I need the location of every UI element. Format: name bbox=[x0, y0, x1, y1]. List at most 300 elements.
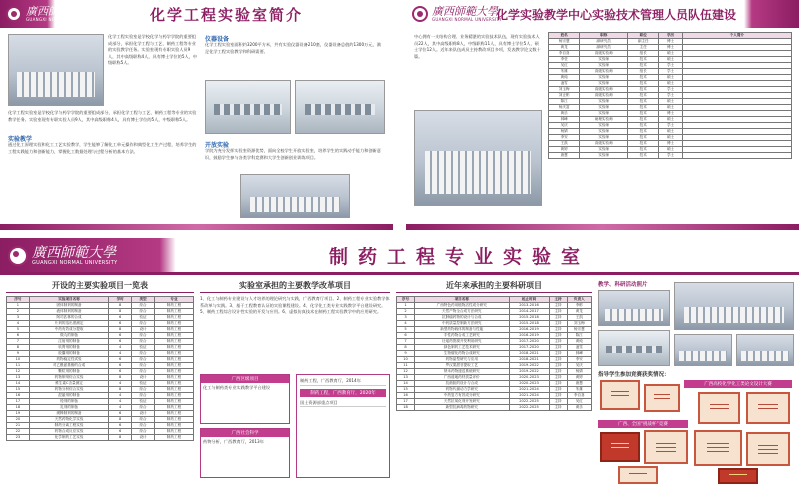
table-cell: 验证 bbox=[132, 399, 155, 405]
table-cell: 学士 bbox=[659, 63, 682, 69]
table-cell: 综合 bbox=[132, 423, 155, 429]
activity-photo-4 bbox=[674, 334, 732, 366]
table-cell: 6 bbox=[109, 321, 132, 327]
table-cell: 2018-2021 bbox=[509, 357, 549, 363]
table-cell: 技术 bbox=[628, 123, 659, 129]
table-cell: 杨宗慧 bbox=[567, 327, 591, 333]
table-cell: 主持 bbox=[549, 399, 567, 405]
table-cell: 博士 bbox=[659, 45, 682, 51]
table-cell: 8 bbox=[109, 327, 132, 333]
table-cell: 副研究员 bbox=[580, 39, 628, 45]
certificate bbox=[746, 432, 790, 466]
table-cell: 黄婷 bbox=[549, 147, 580, 153]
table-cell: 制药工程 bbox=[154, 399, 193, 405]
table-cell: 博士 bbox=[659, 39, 682, 45]
certificate bbox=[718, 468, 758, 484]
table-cell: 维生素C含量测定 bbox=[29, 381, 108, 387]
university-logo bbox=[8, 246, 118, 266]
table-cell: 主持 bbox=[549, 363, 567, 369]
table-cell: 制药工程 bbox=[154, 435, 193, 441]
university-logo bbox=[412, 6, 502, 22]
table-cell: 12 bbox=[397, 369, 415, 375]
table-cell: 副研究员 bbox=[580, 45, 628, 51]
table-header-cell: 职称 bbox=[580, 33, 628, 39]
project-box-2-text: 药物分析，广西教育厅，2013年 bbox=[203, 439, 264, 444]
table-cell: 2 bbox=[7, 309, 30, 315]
table-cell: 技术 bbox=[628, 93, 659, 99]
photos-title: 教学、科研活动照片 bbox=[598, 282, 648, 288]
table-cell: 朱雄 bbox=[549, 69, 580, 75]
table-cell: 高级实验师 bbox=[580, 93, 628, 99]
table-cell: 22 bbox=[7, 429, 30, 435]
table-cell: 纳米药物递送系统研究 bbox=[415, 369, 509, 375]
table-cell: 新型药物载体的制备与性能 bbox=[415, 327, 509, 333]
table-cell: 李安 bbox=[549, 135, 580, 141]
table-cell: 实验师 bbox=[580, 135, 628, 141]
award-item-2: 制药工程，广西教育厅，2020年 bbox=[300, 389, 386, 397]
reform-paragraph: 1、化工与制药专业建设与人才培养的理论研究与实践，广西教育厅项目。2、制药工程专业实验教学体系改革与实践。3、基于工程教育认证的实验课程建设。4、化学化工类专业实践教学平台建设研究。5、制药工程综合设计性实验的开发与应用。6、虚拟仿真技术在制药工程实验教学中的应用研究。 bbox=[200, 296, 390, 314]
table-cell: 药物制剂综合实验 bbox=[29, 375, 108, 381]
table-cell: 综合 bbox=[132, 339, 155, 345]
table-cell: 硕士 bbox=[659, 105, 682, 111]
table-cell: 高级实验师 bbox=[580, 87, 628, 93]
table-cell: 制药工程 bbox=[154, 423, 193, 429]
table-cell: 注射剂的制备 bbox=[29, 339, 108, 345]
table-cell: 胶囊剂的制备 bbox=[29, 351, 108, 357]
table-cell: 制药工程 bbox=[154, 375, 193, 381]
table-cell: 设计 bbox=[132, 375, 155, 381]
table-cell: 硕士 bbox=[659, 99, 682, 105]
table-cell: 验证 bbox=[132, 345, 155, 351]
table-cell: 11 bbox=[7, 363, 30, 369]
table-cell: 唐慧 bbox=[549, 153, 580, 159]
table-cell: 主持 bbox=[549, 333, 567, 339]
table-cell: 技术 bbox=[628, 117, 659, 123]
table-cell: 助理实验师 bbox=[580, 117, 628, 123]
table-cell: 20 bbox=[7, 417, 30, 423]
table-cell: 硕士 bbox=[659, 51, 682, 57]
table-cell: 技术 bbox=[628, 57, 659, 63]
logo-text: 廣西師範大學 bbox=[432, 5, 498, 18]
award-label: 广西高校化学化工类论文设计大赛 bbox=[684, 380, 792, 388]
table-cell: 6 bbox=[397, 333, 415, 339]
table-cell: 李自喜 bbox=[567, 393, 591, 399]
table-header-cell: 学历 bbox=[659, 33, 682, 39]
table-cell: 技术 bbox=[628, 75, 659, 81]
table-cell: 15 bbox=[397, 387, 415, 393]
table-cell: 6 bbox=[109, 357, 132, 363]
table-cell: 制药工程 bbox=[154, 321, 193, 327]
table-cell: 固体制剂的制备 bbox=[29, 303, 108, 309]
table-cell: 高级实验师 bbox=[580, 51, 628, 57]
table-cell: 朱雄 bbox=[567, 387, 591, 393]
award-list bbox=[296, 374, 390, 478]
table-cell: 14 bbox=[397, 381, 415, 387]
table-cell: 中药有效成分提取 bbox=[29, 327, 108, 333]
table-cell: 主持 bbox=[549, 339, 567, 345]
table-cell: 吴红 bbox=[549, 63, 580, 69]
awards-title: 指导学生参加竞赛获奖情况： bbox=[598, 372, 670, 378]
table-cell: 6 bbox=[109, 363, 132, 369]
bottom-stripe bbox=[406, 224, 799, 230]
table-cell: 实验师 bbox=[580, 111, 628, 117]
table-cell: 21 bbox=[7, 423, 30, 429]
table-cell: 综合 bbox=[132, 429, 155, 435]
table-cell: 技术 bbox=[628, 105, 659, 111]
award-item-1: 制药工程，广西教育厅，2014年 bbox=[300, 378, 386, 386]
table-cell: 13 bbox=[7, 375, 30, 381]
table-cell: 组长 bbox=[628, 51, 659, 57]
bottom-stripe bbox=[0, 224, 393, 230]
table-cell: 中药质量控制新方法研究 bbox=[415, 321, 509, 327]
table-cell: 2 bbox=[397, 309, 415, 315]
table-cell: 天然抗氧化剂开发研究 bbox=[415, 399, 509, 405]
table-cell: 副主任 bbox=[628, 39, 659, 45]
table-cell: 2019-2022 bbox=[509, 369, 549, 375]
activity-photo-1 bbox=[598, 290, 670, 326]
table-cell: 王凯 bbox=[549, 141, 580, 147]
award-label-2: 广西、全国“挑战杯”竞赛 bbox=[598, 420, 688, 428]
table-cell: 实验师 bbox=[580, 81, 628, 87]
table-cell: 颗粒剂的制备 bbox=[29, 369, 108, 375]
certificate bbox=[746, 392, 790, 424]
table-cell: 刘正彬 bbox=[549, 93, 580, 99]
team-group-photo bbox=[414, 110, 542, 206]
project-box-text: 化工与制药类专业实践教学平台建设 bbox=[203, 385, 271, 390]
table-cell: 8 bbox=[109, 417, 132, 423]
table-cell: 化学制药工艺实验 bbox=[29, 435, 108, 441]
table-cell: 凌雪 bbox=[549, 81, 580, 87]
project-box bbox=[200, 374, 290, 424]
table-header-cell: 姓名 bbox=[549, 33, 580, 39]
logo-text: 廣西師範大學 bbox=[32, 245, 116, 261]
table-cell: 9 bbox=[7, 351, 30, 357]
activity-photo-2 bbox=[674, 282, 794, 330]
table-cell: 刘玉梅 bbox=[567, 321, 591, 327]
table-cell: 黄乐 bbox=[549, 111, 580, 117]
table-cell: 实验师 bbox=[580, 99, 628, 105]
panel-header bbox=[0, 0, 393, 28]
table-cell: 学士 bbox=[659, 69, 682, 75]
table-header-cell: 专业 bbox=[154, 297, 193, 303]
table-cell-empty bbox=[682, 153, 791, 159]
table-cell: 制药工程 bbox=[154, 405, 193, 411]
table-cell: 实验师 bbox=[580, 129, 628, 135]
table-cell: 6 bbox=[109, 333, 132, 339]
lab-photo-1 bbox=[205, 80, 291, 134]
table-cell: 10 bbox=[397, 357, 415, 363]
activity-photo-5 bbox=[736, 334, 794, 366]
table-cell: 主持 bbox=[549, 387, 567, 393]
table-cell: 设计 bbox=[132, 411, 155, 417]
table-cell: 综合 bbox=[132, 363, 155, 369]
certificate bbox=[644, 430, 688, 464]
table-header-cell: 个人简介 bbox=[682, 33, 791, 39]
table-cell: 实验师 bbox=[580, 123, 628, 129]
table-cell: 主持 bbox=[549, 321, 567, 327]
table-header-cell: 类型 bbox=[132, 297, 155, 303]
table-cell: 实验师 bbox=[580, 153, 628, 159]
table-cell: 主持 bbox=[549, 345, 567, 351]
table-cell: 高级实验师 bbox=[580, 69, 628, 75]
team-paragraph: 中心拥有一支结构合理、业务精湛的实验技术队伍，现有实验技术人员22人，其中高级职称8人，中级职称11人，具有博士学位5人、硕士学位12人。近年来队伍成员主持教改项目多项，发表教学论文数十篇。 bbox=[414, 34, 541, 59]
table-cell: 综合 bbox=[132, 393, 155, 399]
table-cell: 主持 bbox=[549, 309, 567, 315]
table-cell: 综合 bbox=[132, 417, 155, 423]
award-item-3: 国土资源部重点项目 bbox=[300, 400, 386, 408]
table-cell: 手性药物合成工艺研究 bbox=[415, 333, 509, 339]
table-cell: 广西特色药用植物活性成分研究 bbox=[415, 303, 509, 309]
table-cell: 10 bbox=[7, 357, 30, 363]
table-cell: 4 bbox=[109, 381, 132, 387]
certificate bbox=[600, 380, 640, 410]
table-header-cell: 序号 bbox=[7, 297, 30, 303]
equipment-paragraph: 化学工程实验室面积约3200平方米，共有实验仪器设备210套，仪器设备总值约1300万元，满足化学工程实验教学和科研需要。 bbox=[205, 42, 381, 54]
table-cell: 11 bbox=[397, 363, 415, 369]
table-cell: 栓剂的制备 bbox=[29, 399, 108, 405]
table-cell: 片剂的溶出度测定 bbox=[29, 321, 108, 327]
table-row bbox=[7, 435, 194, 441]
table-cell: 李安 bbox=[567, 357, 591, 363]
photos-column bbox=[598, 280, 794, 485]
table-cell: 17 bbox=[397, 399, 415, 405]
table-cell: 壮瑶药资源开发利用研究 bbox=[415, 339, 509, 345]
research-column bbox=[396, 280, 592, 485]
table-cell: 7 bbox=[397, 339, 415, 345]
table-cell: 天然产物全合成方法研究 bbox=[415, 309, 509, 315]
table-cell: 制药工程 bbox=[154, 315, 193, 321]
panel-pharma-lab bbox=[0, 238, 799, 491]
table-cell: 制药工程 bbox=[154, 429, 193, 435]
project-box-2 bbox=[200, 428, 290, 478]
table-header-cell: 序号 bbox=[397, 297, 415, 303]
header-underline bbox=[0, 272, 799, 275]
logo-subtext: GUANGXI NORMAL UNIVERSITY bbox=[432, 17, 502, 22]
table-cell: 1 bbox=[397, 303, 415, 309]
table-cell: 吴庆 bbox=[567, 363, 591, 369]
table-cell: 液体制剂的制备 bbox=[29, 309, 108, 315]
table-cell: 验证 bbox=[132, 381, 155, 387]
table-cell: 主持 bbox=[549, 381, 567, 387]
table-cell: 2017-2020 bbox=[509, 339, 549, 345]
table-cell: 混悬剂的制备 bbox=[29, 393, 108, 399]
table-cell: 凌雪 bbox=[567, 345, 591, 351]
experiments-title: 开设的主要实验项目一览表 bbox=[6, 280, 194, 293]
table-cell: 2018-2021 bbox=[509, 351, 549, 357]
staff-table bbox=[548, 32, 792, 218]
project-box-2-title: 广西社会科学 bbox=[201, 429, 289, 437]
table-cell: 主持 bbox=[549, 357, 567, 363]
table-cell: 陈江 bbox=[549, 99, 580, 105]
table-cell: 2016-2019 bbox=[509, 327, 549, 333]
table-cell: 硕士 bbox=[659, 129, 682, 135]
table-row bbox=[397, 405, 592, 411]
table-cell: 制药工程 bbox=[154, 411, 193, 417]
seal-icon bbox=[6, 6, 22, 22]
table-cell: 设计 bbox=[132, 435, 155, 441]
table-cell: 主持 bbox=[549, 393, 567, 399]
table-cell: 药物分析综合实验 bbox=[29, 387, 108, 393]
seal-icon bbox=[8, 246, 28, 266]
table-cell: 主持 bbox=[549, 303, 567, 309]
table-cell: 制药工程 bbox=[154, 303, 193, 309]
table-header-cell: 实验项目名称 bbox=[29, 297, 108, 303]
table-cell: 制药工程 bbox=[154, 309, 193, 315]
table-cell: 制药工程 bbox=[154, 393, 193, 399]
table-cell: 博士 bbox=[659, 141, 682, 147]
table-cell: 吴庆 bbox=[549, 123, 580, 129]
table-cell: 黄纯 bbox=[567, 339, 591, 345]
table-cell: 生物催化药物合成研究 bbox=[415, 351, 509, 357]
table-header-cell: 主持 bbox=[549, 297, 567, 303]
table-cell: 技术 bbox=[628, 63, 659, 69]
table-cell: 实验师 bbox=[580, 57, 628, 63]
activity-photo-3 bbox=[598, 330, 670, 366]
table-cell: 2022-2025 bbox=[509, 399, 549, 405]
section-title-teaching: 实验教学 bbox=[8, 136, 33, 143]
table-cell: 6 bbox=[109, 411, 132, 417]
table-cell: 18 bbox=[7, 405, 30, 411]
table-cell: 硕士 bbox=[659, 117, 682, 123]
table-cell: 4 bbox=[397, 321, 415, 327]
table-cell: 8 bbox=[397, 345, 415, 351]
table-cell: 技术 bbox=[628, 129, 659, 135]
table-cell: 综合 bbox=[132, 333, 155, 339]
table-cell: 19 bbox=[7, 411, 30, 417]
table-header-cell: 职位 bbox=[628, 33, 659, 39]
table-cell: 技术 bbox=[628, 141, 659, 147]
table-header-cell: 项目名称 bbox=[415, 297, 509, 303]
table-cell: 制药工程 bbox=[154, 363, 193, 369]
table-cell: 6 bbox=[109, 369, 132, 375]
table-cell: 综合 bbox=[132, 321, 155, 327]
table-cell: 8 bbox=[7, 345, 30, 351]
table-cell: 8 bbox=[109, 387, 132, 393]
table-cell: 8 bbox=[109, 303, 132, 309]
table-cell: 2013-2016 bbox=[509, 303, 549, 309]
table-cell: 技术 bbox=[628, 81, 659, 87]
table-cell: 综合 bbox=[132, 369, 155, 375]
page-title: 化学工程实验室简介 bbox=[149, 5, 303, 24]
page-title: 制药工程专业实验室 bbox=[328, 245, 590, 268]
table-cell: 制药工程 bbox=[154, 345, 193, 351]
table-cell: 17 bbox=[7, 399, 30, 405]
table-cell: 李自喜 bbox=[549, 51, 580, 57]
table-cell: 主持 bbox=[549, 405, 567, 411]
table-cell: 2020-2023 bbox=[509, 375, 549, 381]
table-cell: 综合 bbox=[132, 405, 155, 411]
table-cell: 4 bbox=[109, 405, 132, 411]
table-cell: 黄龙 bbox=[567, 309, 591, 315]
table-cell: 药物合成反应实验 bbox=[29, 429, 108, 435]
table-cell: 林峰 bbox=[549, 117, 580, 123]
table-cell: 6 bbox=[109, 423, 132, 429]
table-cell: 制药工程 bbox=[154, 417, 193, 423]
experiments-column bbox=[6, 280, 194, 485]
table-cell: 2021-2024 bbox=[509, 393, 549, 399]
table-cell: 中药复方有效成分研究 bbox=[415, 393, 509, 399]
section-title-equipment: 仪器设备 bbox=[205, 36, 230, 43]
table-cell: 综合 bbox=[132, 357, 155, 363]
table-cell: 主持 bbox=[549, 315, 567, 321]
intro-paragraph-cont: 化学工程实验室是学校化学与药学学院的重要组成部分，承担化学工程与工艺、制药工程等专业的实验教学任务。实验室现有专职实验人员9人，其中高级职称4人，具有博士学位的5人，中级职称5人。 bbox=[8, 110, 197, 122]
table-cell: 制药工程 bbox=[154, 381, 193, 387]
table-cell: 硕士 bbox=[659, 147, 682, 153]
table-cell: 技术 bbox=[628, 111, 659, 117]
intro-paragraph: 化学工程实验室是学校化学与药学学院的重要组成部分，承担化学工程与工艺、制药工程等专业的实验教学任务。实验室现有专职实验人员9人，其中高级职称4人，具有博士学位的5人，中级职称5人。 bbox=[108, 34, 198, 65]
page-title: 化学实验教学中心实验技术管理人员队伍建设 bbox=[496, 7, 737, 22]
table-cell: 学士 bbox=[659, 123, 682, 129]
table-cell: 8 bbox=[109, 435, 132, 441]
table-cell: 13 bbox=[397, 375, 415, 381]
table-cell: 综合 bbox=[132, 387, 155, 393]
table-cell: 陈江 bbox=[567, 333, 591, 339]
table-cell: 主任 bbox=[628, 45, 659, 51]
table-cell: 制药工程 bbox=[154, 333, 193, 339]
table-cell: 硕士 bbox=[659, 135, 682, 141]
table-cell: 18 bbox=[397, 405, 415, 411]
table-cell: 乳剂的制备 bbox=[29, 405, 108, 411]
table-cell: 组长 bbox=[628, 69, 659, 75]
table-cell: 4 bbox=[109, 399, 132, 405]
table-cell: 杨婧 bbox=[549, 129, 580, 135]
table-cell: 6 bbox=[109, 339, 132, 345]
table-cell: 杨庆富 bbox=[549, 105, 580, 111]
table-cell: 药物代谢动力学研究 bbox=[415, 387, 509, 393]
group-photo bbox=[8, 34, 104, 106]
table-cell: 制药工程 bbox=[154, 387, 193, 393]
table-cell: 2020-2023 bbox=[509, 381, 549, 387]
table-cell: 制药工程 bbox=[154, 339, 193, 345]
table-cell: 罗汉果甜苷提取工艺 bbox=[415, 363, 509, 369]
table-cell: 阿司匹林的合成 bbox=[29, 315, 108, 321]
panel-header bbox=[0, 238, 799, 272]
table-cell: 14 bbox=[7, 381, 30, 387]
table-cell: 实验师 bbox=[580, 147, 628, 153]
table-cell: 技术 bbox=[628, 153, 659, 159]
table-cell: 微丸的制备 bbox=[29, 333, 108, 339]
table-cell: 广西道地药材质量评价 bbox=[415, 375, 509, 381]
table-cell: 硕士 bbox=[659, 81, 682, 87]
table-cell: 6 bbox=[109, 315, 132, 321]
table-cell: 6 bbox=[7, 333, 30, 339]
table-cell: 硕士 bbox=[659, 57, 682, 63]
certificate bbox=[694, 430, 742, 466]
table-cell: 主持 bbox=[549, 351, 567, 357]
table-cell: 16 bbox=[397, 393, 415, 399]
table-cell: 缓释制剂的制备 bbox=[29, 411, 108, 417]
table-cell: 5 bbox=[7, 327, 30, 333]
table-cell: 设计 bbox=[132, 327, 155, 333]
panel-chem-lab-intro bbox=[0, 0, 393, 230]
table-cell: 9 bbox=[397, 351, 415, 357]
table-cell: 2021-2024 bbox=[509, 387, 549, 393]
table-cell: 技术 bbox=[628, 135, 659, 141]
table-cell: 6 bbox=[109, 429, 132, 435]
table-cell: 博士 bbox=[659, 111, 682, 117]
table-header-cell: 学时 bbox=[109, 297, 132, 303]
logo-subtext: GUANGXI NORMAL UNIVERSITY bbox=[32, 260, 118, 266]
table-header-cell: 起止时间 bbox=[509, 297, 549, 303]
table-cell: 黄乐 bbox=[567, 405, 591, 411]
table-cell: 3 bbox=[7, 315, 30, 321]
table-cell: 2019-2022 bbox=[509, 363, 549, 369]
table-cell: 抗肿瘤药物的设计与合成 bbox=[415, 315, 509, 321]
table-cell: 制药工程 bbox=[154, 327, 193, 333]
logo-text: 廣西師範大學 bbox=[26, 5, 92, 18]
section-title-open-lab: 开放实验 bbox=[205, 142, 230, 149]
table-cell: 抗菌肽的设计与合成 bbox=[415, 381, 509, 387]
